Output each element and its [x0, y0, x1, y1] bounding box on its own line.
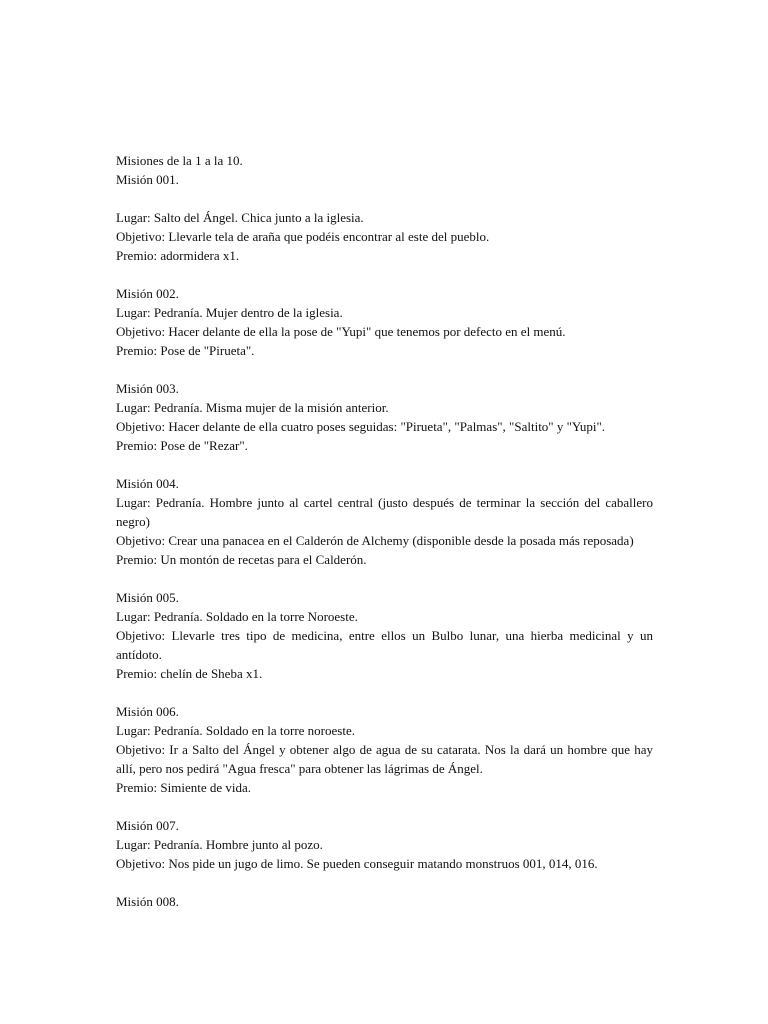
- mission-objective: Objetivo: Hacer delante de ella cuatro poses seguidas: "Pirueta", "Palmas", "Saltito" y "Yupi".: [116, 419, 606, 434]
- mission-reward: Premio: Pose de "Rezar".: [116, 438, 248, 453]
- mission-reward: Premio: chelín de Sheba x1.: [116, 666, 263, 681]
- mission-reward: Premio: Simiente de vida.: [116, 780, 252, 795]
- mission-location: Lugar: Pedranía. Hombre junto al pozo.: [116, 837, 323, 852]
- mission-heading: Misión 001.: [116, 172, 179, 187]
- mission-location: Lugar: Pedranía. Soldado en la torre noroeste.: [116, 723, 355, 738]
- mission-heading: Misión 006.: [116, 704, 179, 719]
- document-intro: [116, 151, 653, 189]
- mission-004: [116, 474, 653, 569]
- mission-location: Lugar: Pedranía. Misma mujer de la misión anterior.: [116, 400, 389, 415]
- document-body: [116, 151, 653, 911]
- mission-heading: Misión 008.: [116, 894, 179, 909]
- mission-reward: Premio: Pose de "Pirueta".: [116, 343, 255, 358]
- mission-objective: Objetivo: Llevarle tela de araña que podéis encontrar al este del pueblo.: [116, 229, 490, 244]
- mission-heading: Misión 003.: [116, 381, 179, 396]
- mission-008: [116, 892, 653, 911]
- mission-001: [116, 208, 653, 265]
- mission-heading: Misión 004.: [116, 476, 179, 491]
- mission-objective: Objetivo: Llevarle tres tipo de medicina, entre ellos un Bulbo lunar, una hierba medicinal y un antídoto.: [116, 628, 653, 662]
- mission-objective: Objetivo: Hacer delante de ella la pose de "Yupi" que tenemos por defecto en el menú.: [116, 324, 566, 339]
- mission-location: Lugar: Pedranía. Hombre junto al cartel central (justo después de terminar la sección del caballero negro): [116, 495, 653, 529]
- mission-heading: Misión 005.: [116, 590, 179, 605]
- mission-heading: Misión 007.: [116, 818, 179, 833]
- mission-003: [116, 379, 653, 455]
- mission-007: [116, 816, 653, 873]
- mission-heading: Misión 002.: [116, 286, 179, 301]
- mission-006: [116, 702, 653, 797]
- mission-location: Lugar: Pedranía. Soldado en la torre Noroeste.: [116, 609, 358, 624]
- mission-002: [116, 284, 653, 360]
- document-title: Misiones de la 1 a la 10.: [116, 153, 243, 168]
- mission-location: Lugar: Pedranía. Mujer dentro de la iglesia.: [116, 305, 343, 320]
- mission-objective: Objetivo: Crear una panacea en el Calderón de Alchemy (disponible desde la posada más reposada): [116, 533, 634, 548]
- mission-reward: Premio: Un montón de recetas para el Calderón.: [116, 552, 367, 567]
- mission-objective: Objetivo: Nos pide un jugo de limo. Se pueden conseguir matando monstruos 001, 014, 016.: [116, 856, 598, 871]
- mission-objective: Objetivo: Ir a Salto del Ángel y obtener algo de agua de su catarata. Nos la dará un hombre que hay allí, pero nos pedirá "Agua fresca" para obtener las lágrimas de Ángel.: [116, 742, 653, 776]
- mission-location: Lugar: Salto del Ángel. Chica junto a la iglesia.: [116, 210, 364, 225]
- mission-005: [116, 588, 653, 683]
- mission-reward: Premio: adormidera x1.: [116, 248, 240, 263]
